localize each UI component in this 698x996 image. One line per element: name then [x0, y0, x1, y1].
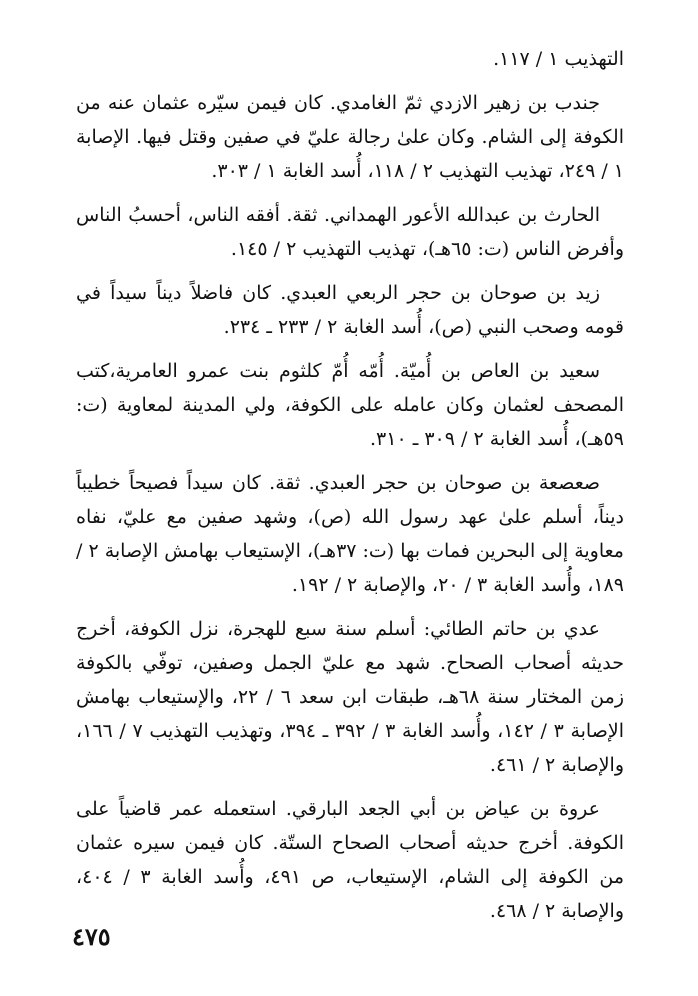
- page-number: ٤٧٥: [72, 922, 111, 951]
- paragraph-zayd: زيد بن صوحان بن حجر الربعي العبدي. كان فاضلاً ديناً سيداً في قومه وصحب النبي (ص)، أُسد الغابة ٢ / ٢٣٣ ـ ٢٣٤.: [76, 282, 624, 338]
- paragraph-adi: عدي بن حاتم الطائي: أسلم سنة سبع للهجرة، نزل الكوفة، أخرج حديثه أصحاب الصحاح. شهد مع عليّ الجمل وصفين، توفّي بالكوفة زمن المختار سنة ٦٨هـ، طبقات ابن سعد ٦ / ٢٢، والإستيعاب بهامش الإصابة ٣ / ١٤٢، وأُسد الغابة ٣ / ٣٩٢ ـ ٣٩٤، وتهذيب التهذيب ٧ / ١٦٦، والإصابة ٢ / ٤٦١.: [76, 618, 625, 776]
- paragraph-said: سعيد بن العاص بن أُميّة. أُمّه أُمّ كلثوم بنت عمرو العامرية،كتب المصحف لعثمان وكان عامله على الكوفة، ولي المدينة لمعاوية (ت: ٥٩هـ)، أُسد الغابة ٢ / ٣٠٩ ـ ٣١٠.: [76, 360, 624, 450]
- paragraph-harith: الحارث بن عبدالله الأعور الهمداني. ثقة. أفقه الناس، أحسبُ الناس وأفرض الناس (ت: ٦٥هـ)، تهذيب التهذيب ٢ / ١٤٥.: [76, 204, 624, 260]
- paragraph-continuation: التهذيب ١ / ١١٧.: [493, 48, 624, 70]
- paragraph-sasaa: صعصعة بن صوحان بن حجر العبدي. ثقة. كان سيداً فصيحاً خطيباً ديناً، أسلم علىٰ عهد رسول الله (ص)، وشهد صفين مع عليّ، نفاه معاوية إلى البحرين فمات بها (ت: ٣٧هـ)، الإستيعاب بهامش الإصابة ٢ / ١٨٩، وأُسد الغابة ٣ / ٢٠، والإصابة ٢ / ١٩٢.: [76, 472, 624, 596]
- footnote-text-block: [76, 42, 624, 938]
- paragraph-jundab: جندب بن زهير الازدي ثمّ الغامدي. كان فيمن سيّره عثمان عنه من الكوفة إلى الشام. وكان علىٰ رجالة عليّ في صفين وقتل فيها. الإصابة ١ / ٢٤٩، تهذيب التهذيب ٢ / ١١٨، أُسد الغابة ١ / ٣٠٣.: [76, 92, 624, 182]
- paragraph-urwa: عروة بن عياض بن أبي الجعد البارقي. استعمله عمر قاضياً على الكوفة. أخرج حديثه أصحاب الصحاح الستّة. كان فيمن سيره عثمان من الكوفة إلى الشام، الإستيعاب، ص ٤٩١، وأُسد الغابة ٣ / ٤٠٤، والإصابة ٢ / ٤٦٨.: [76, 798, 624, 922]
